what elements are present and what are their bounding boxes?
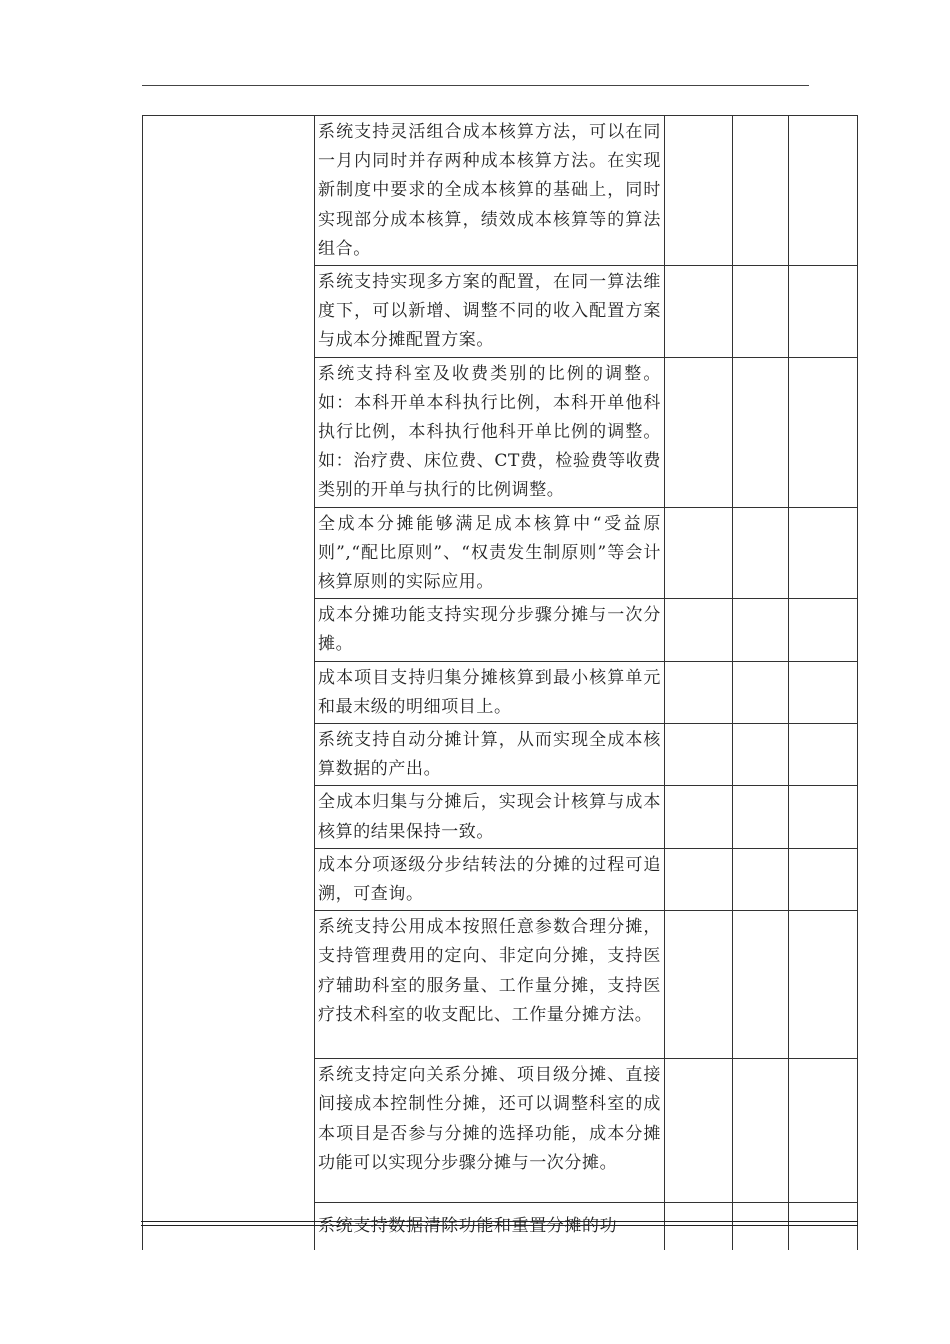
requirement-text: 系统支持定向关系分摊、项目级分摊、直接间接成本控制性分摊，还可以调整科室的成本项目是否参与分摊的选择功能，成本分摊功能可以实现分步骤分摊与一次分摊。	[315, 1059, 665, 1203]
response-cell	[789, 599, 858, 661]
table-row	[143, 116, 858, 266]
response-cell	[665, 848, 733, 910]
response-cell	[733, 599, 789, 661]
response-cell	[733, 786, 789, 848]
response-cell	[733, 507, 789, 599]
requirement-text: 成本分摊功能支持实现分步骤分摊与一次分摊。	[315, 599, 665, 661]
response-cell	[733, 357, 789, 507]
response-cell	[665, 507, 733, 599]
response-cell	[789, 1059, 858, 1203]
response-cell	[789, 116, 858, 266]
response-cell	[665, 786, 733, 848]
response-cell	[789, 507, 858, 599]
response-cell	[665, 1203, 733, 1250]
requirement-text: 成本分项逐级分步结转法的分摊的过程可追溯，可查询。	[315, 848, 665, 910]
requirement-text: 全成本分摊能够满足成本核算中“受益原则”,“配比原则”、“权责发生制原则”等会计核算原则的实际应用。	[315, 507, 665, 599]
response-cell	[789, 661, 858, 723]
response-cell	[733, 1059, 789, 1203]
response-cell	[665, 266, 733, 358]
response-cell	[665, 116, 733, 266]
response-cell	[789, 911, 858, 1059]
requirement-text: 系统支持灵活组合成本核算方法，可以在同一月内同时并存两种成本核算方法。在实现新制度中要求的全成本核算的基础上，同时实现部分成本核算，绩效成本核算等的算法组合。	[315, 116, 665, 266]
response-cell	[665, 1059, 733, 1203]
response-cell	[733, 724, 789, 786]
requirement-text: 系统支持实现多方案的配置，在同一算法维度下，可以新增、调整不同的收入配置方案与成本分摊配置方案。	[315, 266, 665, 358]
requirement-text: 全成本归集与分摊后，实现会计核算与成本核算的结果保持一致。	[315, 786, 665, 848]
requirement-text: 成本项目支持归集分摊核算到最小核算单元和最末级的明细项目上。	[315, 661, 665, 723]
table-bottom-border	[141, 1221, 858, 1226]
response-cell	[665, 661, 733, 723]
requirement-text: 系统支持科室及收费类别的比例的调整。如：本科开单本科执行比例，本科开单他科执行比例，本科执行他科开单比例的调整。如：治疗费、床位费、CT费，检验费等收费类别的开单与执行的比例调整。	[315, 357, 665, 507]
response-cell	[789, 724, 858, 786]
response-cell	[733, 1203, 789, 1250]
requirement-text: 系统支持公用成本按照任意参数合理分摊，支持管理费用的定向、非定向分摊，支持医疗辅助科室的服务量、工作量分摊，支持医疗技术科室的收支配比、工作量分摊方法。	[315, 911, 665, 1059]
response-cell	[733, 911, 789, 1059]
header-rule	[142, 85, 809, 86]
response-cell	[789, 1203, 858, 1250]
response-cell	[789, 786, 858, 848]
requirement-text: 系统支持自动分摊计算，从而实现全成本核算数据的产出。	[315, 724, 665, 786]
response-cell	[789, 357, 858, 507]
response-cell	[733, 848, 789, 910]
requirements-table	[142, 115, 858, 1250]
response-cell	[665, 357, 733, 507]
response-cell	[789, 266, 858, 358]
requirement-text: 系统支持数据清除功能和重置分摊的功	[315, 1203, 665, 1250]
response-cell	[665, 599, 733, 661]
response-cell	[733, 266, 789, 358]
response-cell	[789, 848, 858, 910]
response-cell	[665, 911, 733, 1059]
response-cell	[733, 661, 789, 723]
category-cell	[143, 116, 315, 1250]
response-cell	[733, 116, 789, 266]
response-cell	[665, 724, 733, 786]
